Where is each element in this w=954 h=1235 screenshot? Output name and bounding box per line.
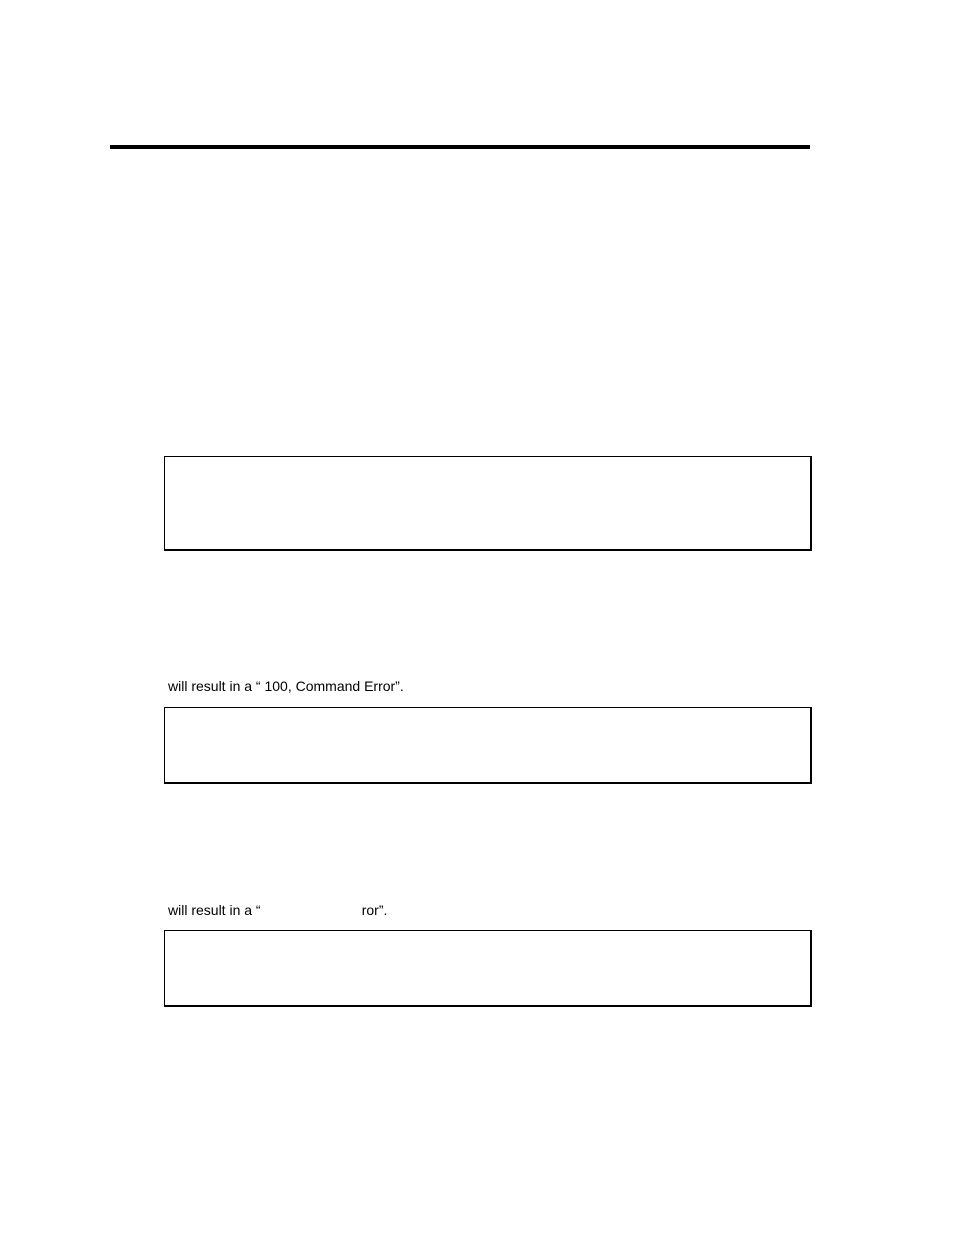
result-text-1: will result in a “ 100, Command Error”.: [168, 678, 404, 694]
example-box-3: [164, 930, 812, 1007]
example-box-1: [164, 456, 812, 551]
example-box-2: [164, 707, 812, 784]
header-rule: [110, 145, 810, 149]
result-text-2: will result in a “ ror”.: [168, 902, 388, 918]
